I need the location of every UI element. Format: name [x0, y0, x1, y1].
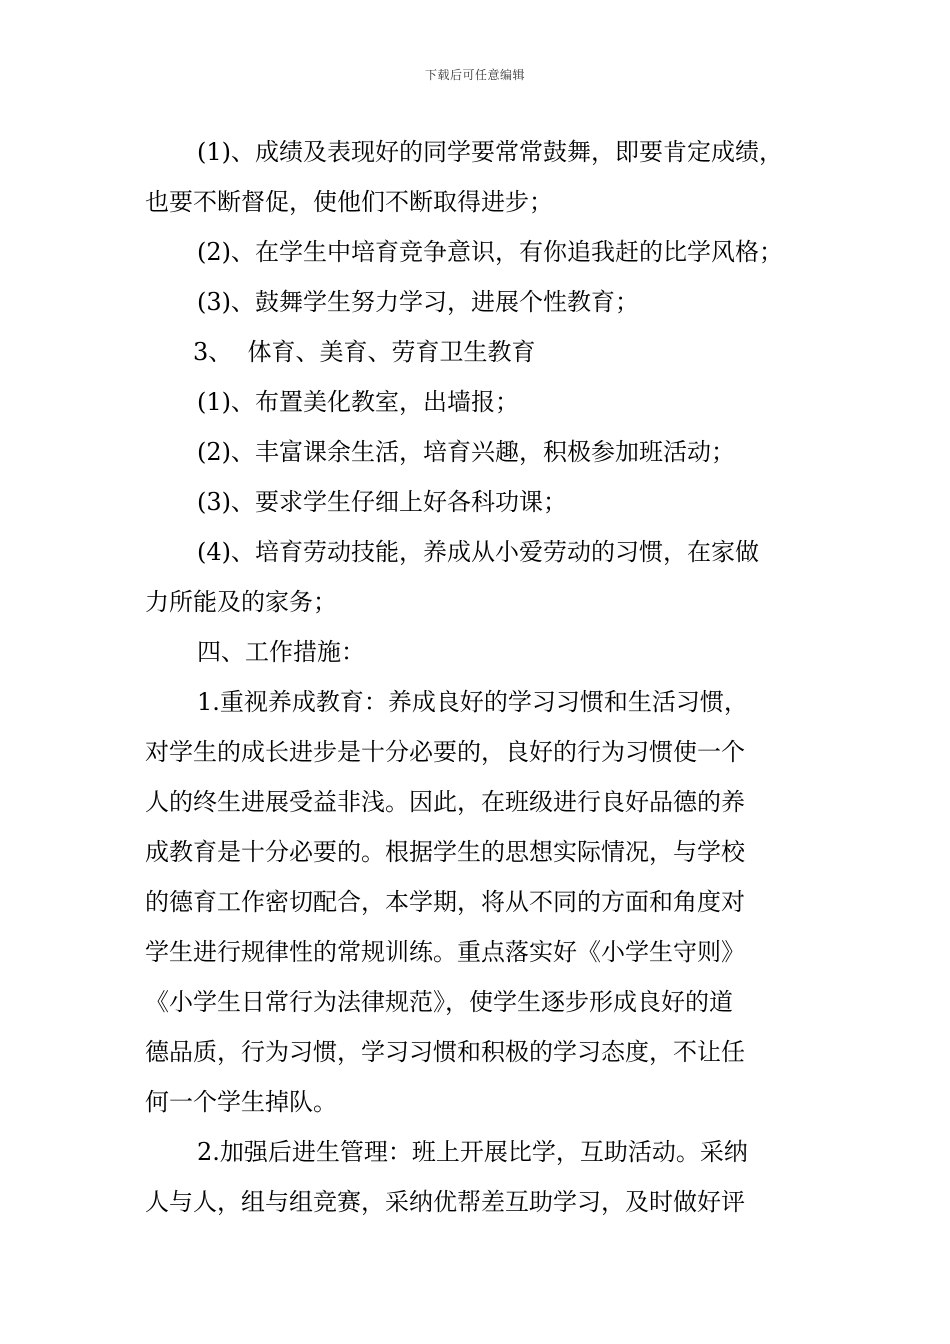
paragraph-line: (3)、鼓舞学生努力学习，进展个性教育；: [197, 288, 639, 316]
paragraph-line: (4)、培育劳动技能，养成从小爱劳动的习惯，在家做: [197, 538, 759, 566]
paragraph-line: 对学生的成长进步是十分必要的，良好的行为习惯使一个: [145, 738, 745, 766]
page-header: 下载后可任意编辑: [424, 68, 525, 82]
paragraph-line: 人与人，组与组竞赛，采纳优帮差互助学习，及时做好评: [145, 1188, 745, 1216]
paragraph-line: 力所能及的家务；: [145, 588, 337, 616]
paragraph-line: 1.重视养成教育：养成良好的学习习惯和生活习惯，: [197, 688, 748, 716]
paragraph-line: (2)、丰富课余生活，培育兴趣，积极参加班活动；: [197, 438, 735, 466]
paragraph-line: (3)、要求学生仔细上好各科功课；: [197, 488, 567, 516]
section-heading: 3、 体育、美育、劳育卫生教育: [193, 338, 536, 366]
paragraph-line: (2)、在学生中培育竞争意识，有你追我赶的比学风格；: [197, 238, 783, 266]
paragraph-line: 学生进行规律性的常规训练。重点落实好《小学生守则》: [145, 938, 745, 966]
section-heading: 四、工作措施：: [197, 638, 365, 666]
paragraph-line: 成教育是十分必要的。根据学生的思想实际情况，与学校: [145, 838, 745, 866]
paragraph-line: 的德育工作密切配合，本学期，将从不同的方面和角度对: [145, 888, 745, 916]
paragraph-line: 德品质，行为习惯，学习习惯和积极的学习态度，不让任: [145, 1038, 745, 1066]
paragraph-line: 也要不断督促，使他们不断取得进步；: [145, 188, 553, 216]
paragraph-line: (1)、成绩及表现好的同学要常常鼓舞，即要肯定成绩，: [197, 138, 783, 166]
body-text: [145, 127, 810, 1227]
paragraph-line: (1)、布置美化教室，出墙报；: [197, 388, 519, 416]
paragraph-line: 人的终生进展受益非浅。因此，在班级进行良好品德的养: [145, 788, 745, 816]
paragraph-line: 何一个学生掉队。: [145, 1088, 337, 1116]
paragraph-line: 2.加强后进生管理：班上开展比学，互助活动。采纳: [197, 1138, 748, 1166]
paragraph-line: 《小学生日常行为法律规范》，使学生逐步形成良好的道: [145, 988, 733, 1016]
